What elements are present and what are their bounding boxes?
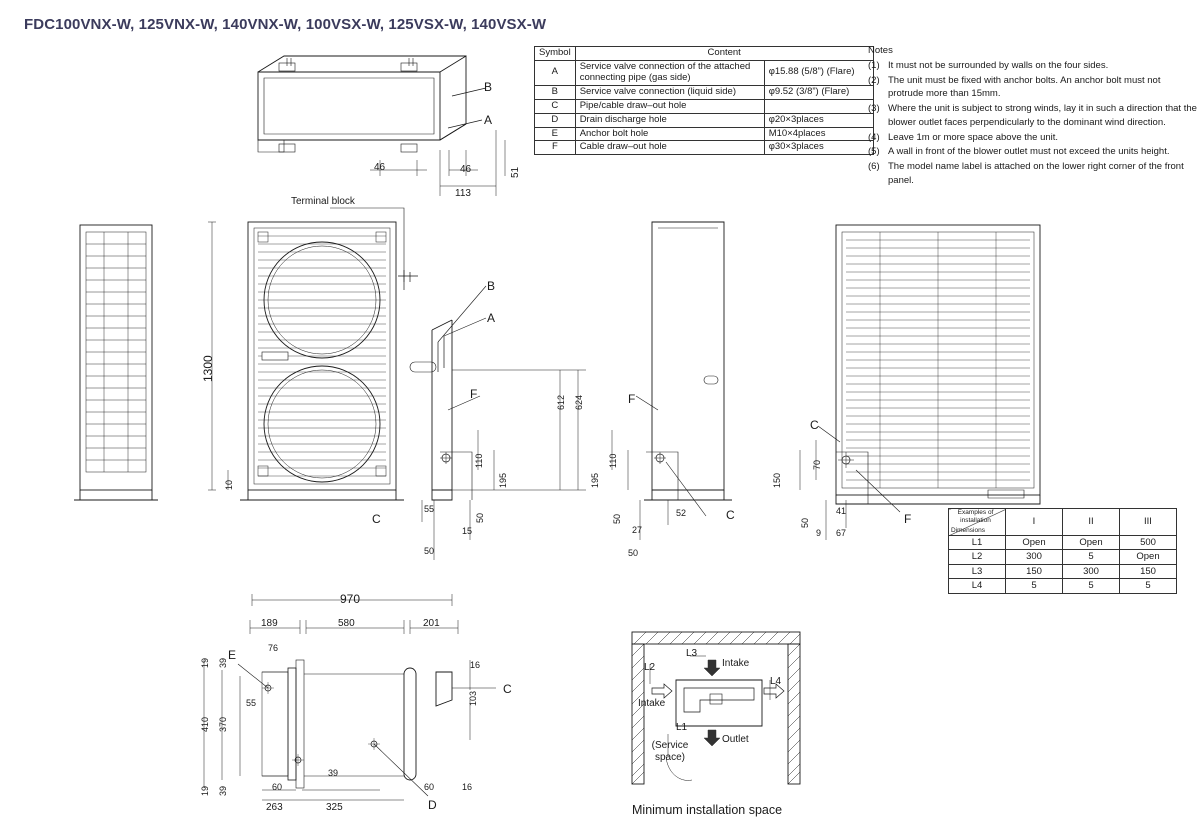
callout-a-front: A <box>487 311 496 325</box>
row-label: L2 <box>949 550 1006 564</box>
cell: 5 <box>1063 550 1120 564</box>
note-text: Leave 1m or more space above the unit. <box>888 131 1059 143</box>
callout-c-mid: C <box>726 508 735 522</box>
cell: Open <box>1006 536 1063 550</box>
symbol-cell: D <box>535 113 576 127</box>
dim-103: 103 <box>468 690 478 706</box>
dim-325: 325 <box>326 802 343 813</box>
note-number: (6) <box>868 161 880 173</box>
symbol-cell: F <box>535 141 576 155</box>
dim-110-mid: 110 <box>608 453 618 468</box>
callout-c-rear: C <box>810 418 819 432</box>
dim-19a: 19 <box>200 657 210 668</box>
dim-41: 41 <box>836 506 847 516</box>
value-cell: φ15.88 (5/8”) (Flare) <box>764 60 873 85</box>
column-header: III <box>1120 509 1177 536</box>
row-label: L3 <box>949 564 1006 578</box>
dim-612: 612 <box>556 394 566 410</box>
callout-e-bottom: E <box>228 648 237 662</box>
note-text: A wall in front of the blower outlet must not exceed the units height. <box>888 146 1170 158</box>
dim-110-right: 110 <box>474 453 484 468</box>
note-number: (2) <box>868 74 880 86</box>
callout-d-bottom: D <box>428 798 437 812</box>
cell: Open <box>1063 536 1120 550</box>
page-title: FDC100VNX-W, 125VNX-W, 140VNX-W, 100VSX-W, 125VSX-W, 140VSX-W <box>24 16 547 33</box>
header-symbol: Symbol <box>535 47 576 61</box>
note-text: The model name label is attached on the lower right corner of the front panel. <box>888 161 1184 186</box>
dim-50b: 50 <box>424 546 435 556</box>
note-text: It must not be surrounded by walls on the four sides. <box>888 59 1109 71</box>
callout-b-front: B <box>487 279 496 293</box>
top-view-drawing <box>258 56 505 196</box>
row-label: L4 <box>949 579 1006 593</box>
value-cell: φ30×3places <box>764 141 873 155</box>
dim-195-right: 195 <box>498 472 508 488</box>
row-label: L1 <box>949 536 1006 550</box>
bottom-plan-view <box>204 620 496 800</box>
dim-39c: 39 <box>328 768 339 778</box>
dim-70: 70 <box>812 459 822 470</box>
callout-c-bottom: C <box>503 682 512 696</box>
symbol-cell: C <box>535 99 576 113</box>
column-header: II <box>1063 509 1120 536</box>
dim-113: 113 <box>455 188 471 199</box>
label-l3: L3 <box>686 648 698 659</box>
dim-27: 27 <box>632 525 643 535</box>
dim-189: 189 <box>261 618 278 629</box>
dim-370: 370 <box>218 716 228 732</box>
cell: 500 <box>1120 536 1177 550</box>
dim-39a: 39 <box>218 657 228 668</box>
label-outlet: Outlet <box>722 734 749 745</box>
cell: 5 <box>1063 579 1120 593</box>
dim-263: 263 <box>266 802 283 813</box>
cell: 150 <box>1006 564 1063 578</box>
note-number: (5) <box>868 146 880 158</box>
dim-10: 10 <box>224 479 234 490</box>
content-cell: Drain discharge hole <box>575 113 764 127</box>
label-l1: L1 <box>676 722 688 733</box>
value-cell: M10×4places <box>764 127 873 141</box>
dim-55: 55 <box>424 504 435 514</box>
dim-410: 410 <box>200 716 210 732</box>
left-side-view <box>74 225 158 500</box>
dim-50-rear: 50 <box>800 517 810 528</box>
side-view-middle <box>612 222 732 540</box>
dim-46b: 46 <box>460 164 472 175</box>
column-header: I <box>1006 509 1063 536</box>
cell: 5 <box>1120 579 1177 593</box>
dim-46a: 46 <box>374 162 386 173</box>
callout-f-front: F <box>470 387 478 401</box>
dim-39b: 39 <box>218 785 228 796</box>
dim-50-mid: 50 <box>612 513 622 524</box>
symbol-cell: A <box>535 60 576 85</box>
callout-b-top: B <box>484 80 493 94</box>
label-l4: L4 <box>770 676 782 687</box>
content-cell: Service valve connection (liquid side) <box>575 85 764 99</box>
dim-50a: 50 <box>475 512 485 523</box>
note-number: (4) <box>868 131 880 143</box>
dim-60a: 60 <box>272 782 283 792</box>
side-view-near <box>410 286 586 560</box>
dim-51: 51 <box>510 166 521 178</box>
corner-examples-label: Examples of installation <box>957 509 994 524</box>
dim-19b: 19 <box>200 785 210 796</box>
value-cell: φ9.52 (3/8”) (Flare) <box>764 85 873 99</box>
dim-580: 580 <box>338 618 355 629</box>
cell: 300 <box>1006 550 1063 564</box>
callout-c-front: C <box>372 512 381 526</box>
dim-52: 52 <box>676 508 687 518</box>
bottom-caption: Minimum installation space <box>632 803 783 817</box>
content-cell: Cable draw–out hole <box>575 141 764 155</box>
dim-624: 624 <box>574 394 584 410</box>
dim-67: 67 <box>836 528 847 538</box>
label-l2: L2 <box>644 662 656 673</box>
value-cell: φ20×3places <box>764 113 873 127</box>
cell: 150 <box>1120 564 1177 578</box>
dim-50-mid2: 50 <box>628 548 639 558</box>
notes-heading: Notes <box>868 45 893 56</box>
cell: 5 <box>1006 579 1063 593</box>
dim-970: 970 <box>340 592 361 606</box>
note-number: (3) <box>868 103 880 115</box>
note-number: (1) <box>868 59 880 71</box>
dim-9: 9 <box>816 528 822 538</box>
symbol-cell: B <box>535 85 576 99</box>
dim-76: 76 <box>268 643 279 653</box>
label-intake-left: Intake <box>638 698 666 709</box>
callout-a-top: A <box>484 113 493 127</box>
dim-16a: 16 <box>470 660 481 670</box>
dim-55-bottom: 55 <box>246 698 257 708</box>
cell: 300 <box>1063 564 1120 578</box>
symbol-cell: E <box>535 127 576 141</box>
note-text: Where the unit is subject to strong winds, lay it in such a direction that the blower outlet faces perpendicularly to the dominant wind direction. <box>888 103 1197 128</box>
label-service-space: (Service space) <box>651 740 689 763</box>
dim-1300: 1300 <box>201 355 215 382</box>
label-intake-top: Intake <box>722 658 750 669</box>
dim-201: 201 <box>423 618 440 629</box>
dim-15: 15 <box>462 526 473 536</box>
terminal-block-label: Terminal block <box>291 196 355 207</box>
header-content: Content <box>575 47 873 61</box>
dim-16b: 16 <box>462 782 473 792</box>
dim-150: 150 <box>772 472 782 488</box>
front-view <box>208 208 452 606</box>
content-cell: Pipe/cable draw–out hole <box>575 99 764 113</box>
content-cell: Service valve connection of the attached connecting pipe (gas side) <box>575 60 764 85</box>
cell: Open <box>1120 550 1177 564</box>
callout-f-rear: F <box>904 512 912 526</box>
callout-f-mid: F <box>628 392 636 406</box>
corner-dimensions-label: Dimensions <box>951 527 985 535</box>
dim-60b: 60 <box>424 782 435 792</box>
dim-195-mid: 195 <box>590 472 600 488</box>
rear-view <box>800 225 1040 540</box>
content-cell: Anchor bolt hole <box>575 127 764 141</box>
note-text: The unit must be fixed with anchor bolts. An anchor bolt must not protrude more than 15mm. <box>888 74 1161 100</box>
